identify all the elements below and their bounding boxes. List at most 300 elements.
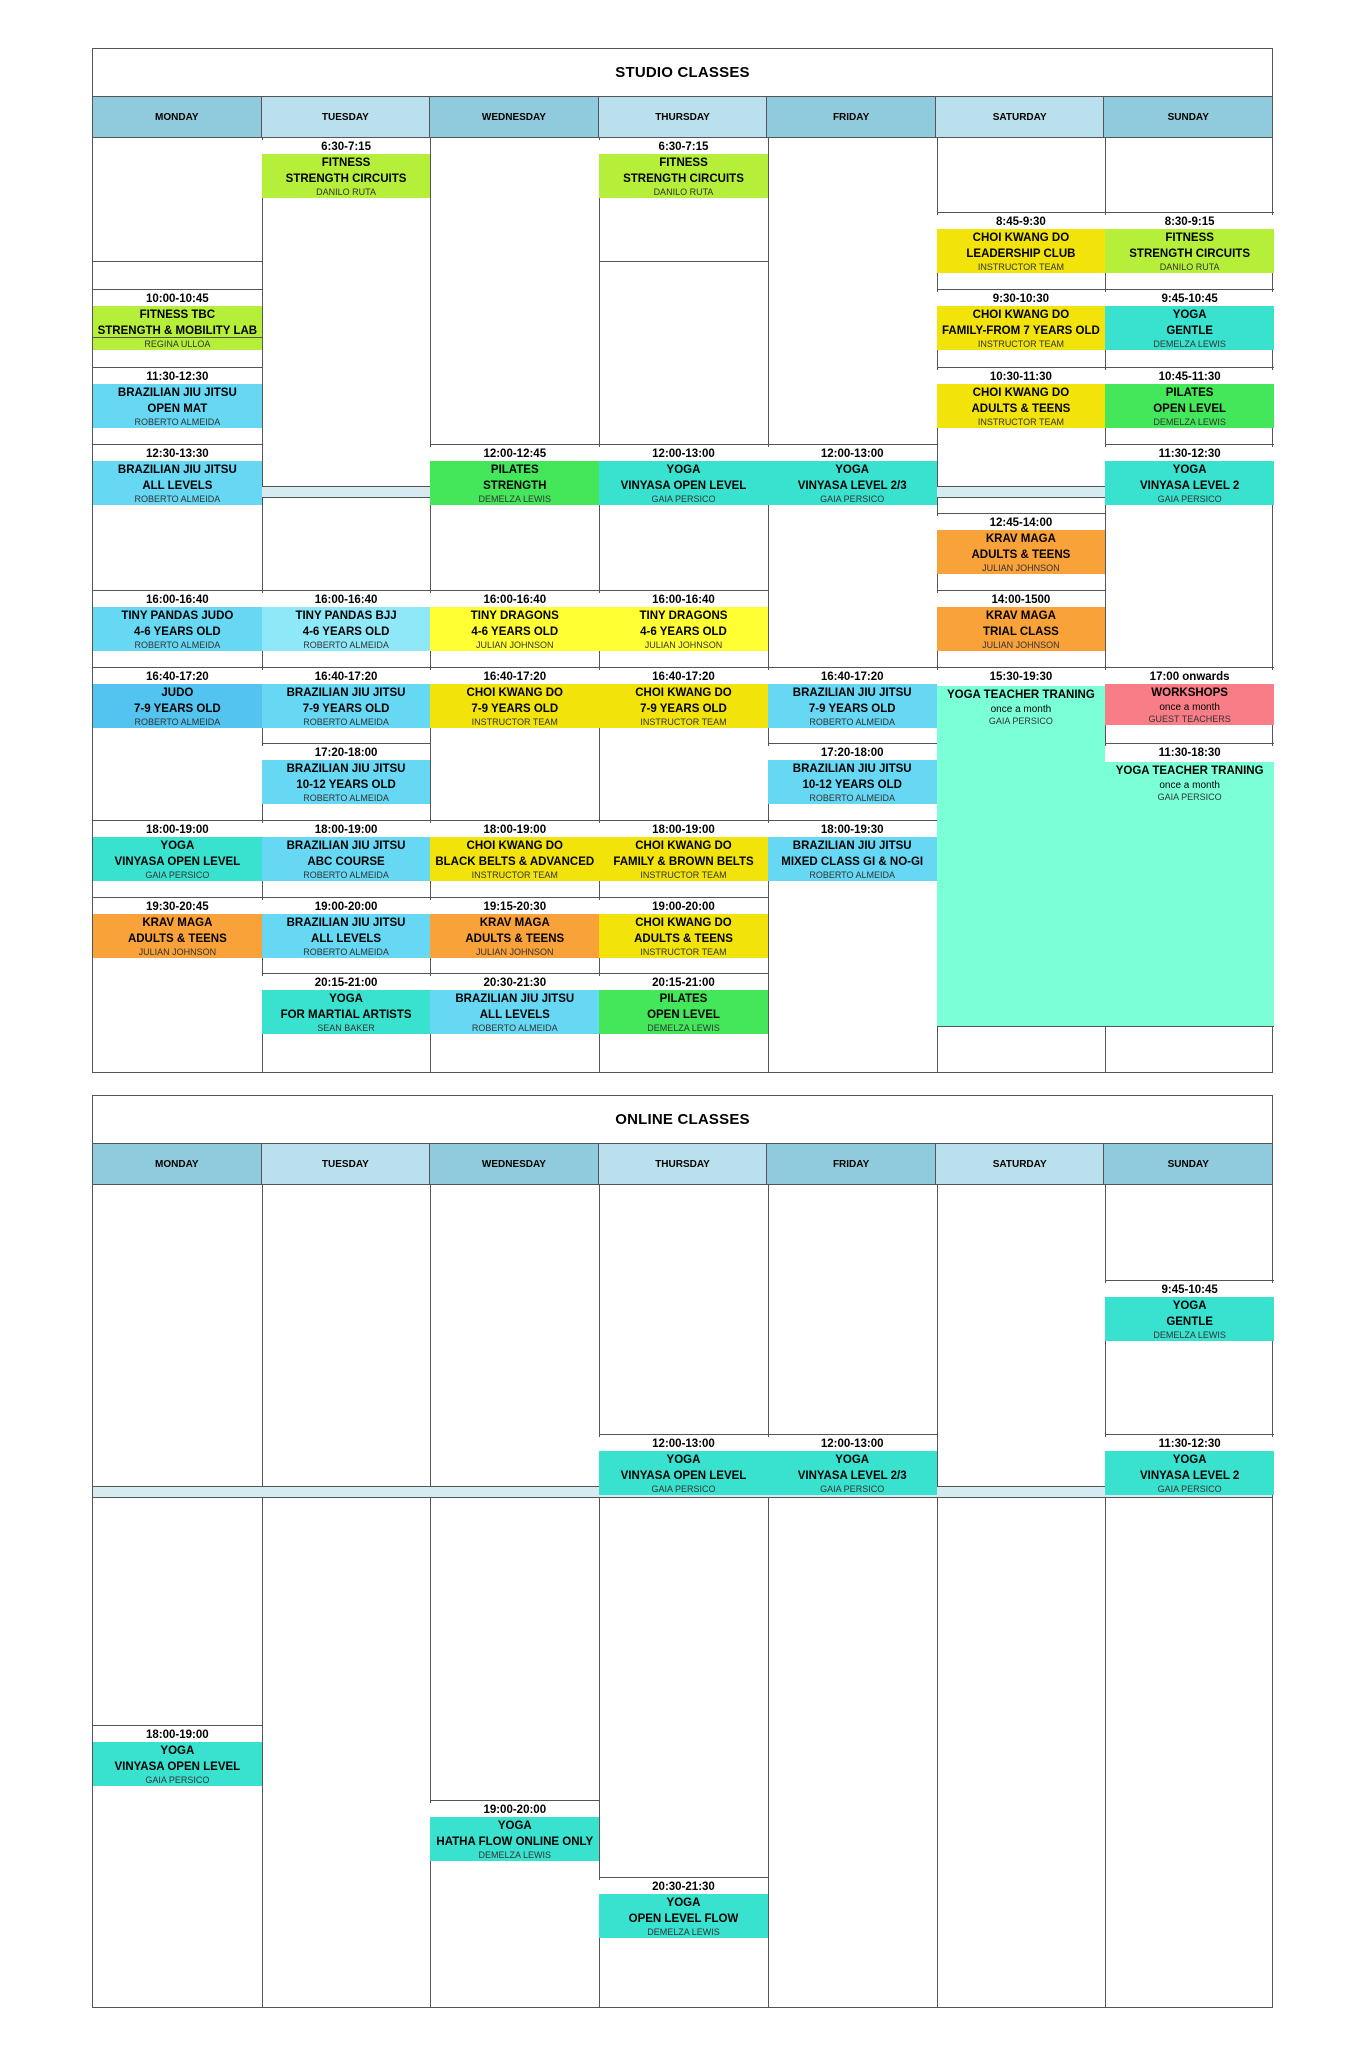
class-level: 4-6 YEARS OLD xyxy=(134,626,221,638)
class-level: 7-9 YEARS OLD xyxy=(134,703,221,715)
class-name: YOGA xyxy=(497,1820,532,1832)
class-time: 15:30-19:30 xyxy=(937,670,1106,686)
class-instructor: DANILO RUTA xyxy=(316,187,376,197)
class-card xyxy=(430,1817,599,1861)
class-level: STRENGTH CIRCUITS xyxy=(623,173,744,185)
class-slot[interactable] xyxy=(1105,289,1274,349)
class-time: 16:40-17:20 xyxy=(768,670,937,684)
class-time: 11:30-12:30 xyxy=(1105,447,1274,461)
class-name: KRAV MAGA xyxy=(142,917,213,929)
class-name: FITNESS TBC xyxy=(139,309,216,321)
class-instructor: INSTRUCTOR TEAM xyxy=(977,417,1064,427)
column-divider xyxy=(430,1185,431,2007)
class-level: STRENGTH xyxy=(483,480,547,492)
class-time: 17:00 onwards xyxy=(1105,670,1274,684)
class-card xyxy=(937,384,1106,428)
class-time: 18:00-19:00 xyxy=(262,823,431,837)
class-slot[interactable] xyxy=(262,137,431,197)
class-card xyxy=(937,229,1106,273)
class-level: VINYASA OPEN LEVEL xyxy=(114,856,241,868)
class-card xyxy=(93,306,262,350)
class-level: BLACK BELTS & ADVANCED xyxy=(435,856,595,868)
class-slot[interactable] xyxy=(937,289,1106,349)
class-time: 18:00-19:00 xyxy=(430,823,599,837)
class-card xyxy=(937,607,1106,651)
class-time: 9:45-10:45 xyxy=(1105,292,1274,306)
class-name: TINY PANDAS JUDO xyxy=(121,610,234,622)
day-header-row xyxy=(93,1144,1272,1185)
class-card xyxy=(1105,229,1274,273)
class-name: BRAZILIAN JIU JITSU xyxy=(792,763,912,775)
class-instructor: ROBERTO ALMEIDA xyxy=(303,717,389,727)
class-card xyxy=(599,990,768,1034)
class-level: 10-12 YEARS OLD xyxy=(802,779,902,791)
class-card xyxy=(599,607,768,651)
class-instructor: REGINA ULLOA xyxy=(144,339,211,349)
day-header-monday: MONDAY xyxy=(93,97,262,137)
class-instructor: GAIA PERSICO xyxy=(651,494,716,504)
class-instructor: GAIA PERSICO xyxy=(1157,1484,1222,1494)
class-time: 10:45-11:30 xyxy=(1105,370,1274,384)
class-name: CHOI KWANG DO xyxy=(466,840,564,852)
class-card xyxy=(1105,1451,1274,1495)
class-slot[interactable] xyxy=(430,590,599,650)
class-card xyxy=(1105,384,1274,428)
class-instructor: INSTRUCTOR TEAM xyxy=(977,339,1064,349)
class-instructor: ROBERTO ALMEIDA xyxy=(134,417,221,427)
class-time: 17:20-18:00 xyxy=(262,746,431,760)
class-slot[interactable] xyxy=(768,1434,937,1494)
class-time: 16:40-17:20 xyxy=(93,670,262,684)
class-note: once a month xyxy=(990,704,1052,715)
class-level: VINYASA LEVEL 2 xyxy=(1139,480,1240,492)
class-slot[interactable] xyxy=(937,212,1106,272)
class-time: 11:30-18:30 xyxy=(1105,746,1274,762)
class-note: once a month xyxy=(1159,702,1220,713)
studio-timetable xyxy=(92,48,1273,1073)
class-instructor: ROBERTO ALMEIDA xyxy=(134,494,221,504)
class-level: ADULTS & TEENS xyxy=(127,933,227,945)
class-name: YOGA TEACHER TRANING xyxy=(947,689,1095,701)
class-name: BRAZILIAN JIU JITSU xyxy=(455,993,575,1005)
class-slot[interactable] xyxy=(768,820,937,880)
class-time: 14:00-1500 xyxy=(937,593,1106,607)
class-level: 4-6 YEARS OLD xyxy=(302,626,390,638)
class-time: 20:15-21:00 xyxy=(599,976,768,990)
studio-title: STUDIO CLASSES xyxy=(93,49,1272,97)
class-name: YOGA xyxy=(1172,1454,1207,1466)
class-level: VINYASA OPEN LEVEL xyxy=(620,1470,747,1482)
day-header-monday: MONDAY xyxy=(93,1144,262,1184)
class-slot[interactable] xyxy=(262,820,431,880)
class-time: 19:15-20:30 xyxy=(430,900,599,914)
class-instructor: ROBERTO ALMEIDA xyxy=(303,870,389,880)
class-instructor: JULIAN JOHNSON xyxy=(138,947,217,957)
class-time: 20:15-21:00 xyxy=(262,976,431,990)
class-level: OPEN MAT xyxy=(147,403,208,415)
class-card xyxy=(93,461,262,505)
class-card xyxy=(599,461,768,505)
class-card xyxy=(768,837,937,881)
class-time: 18:00-19:00 xyxy=(93,1728,262,1742)
class-level: STRENGTH & MOBILITY LAB xyxy=(97,325,258,337)
class-name: BRAZILIAN JIU JITSU xyxy=(792,687,912,699)
class-level: ALL LEVELS xyxy=(311,933,382,945)
class-card xyxy=(1105,461,1274,505)
class-time: 12:30-13:30 xyxy=(93,447,262,461)
class-time: 16:40-17:20 xyxy=(262,670,431,684)
class-time: 18:00-19:30 xyxy=(768,823,937,837)
class-slot[interactable] xyxy=(937,367,1106,427)
class-slot[interactable] xyxy=(599,1877,768,1937)
class-name: YOGA xyxy=(160,1745,195,1757)
class-time: 16:00-16:40 xyxy=(430,593,599,607)
class-card xyxy=(768,684,937,728)
class-instructor: GAIA PERSICO xyxy=(988,716,1053,726)
class-name: CHOI KWANG DO xyxy=(972,232,1070,244)
class-time: 18:00-19:00 xyxy=(93,823,262,837)
class-name: YOGA xyxy=(329,993,363,1005)
day-header-saturday: SATURDAY xyxy=(936,1144,1105,1184)
class-card xyxy=(93,384,262,428)
class-slot[interactable] xyxy=(1105,1434,1274,1494)
class-card xyxy=(937,530,1106,574)
class-instructor: GAIA PERSICO xyxy=(1157,792,1222,802)
class-name: JUDO xyxy=(161,687,194,699)
class-time: 11:30-12:30 xyxy=(93,370,262,384)
class-slot[interactable] xyxy=(93,667,262,727)
class-slot[interactable] xyxy=(599,897,768,957)
cell-divider xyxy=(93,337,262,338)
class-instructor: DEMELZA LEWIS xyxy=(1153,1330,1226,1340)
class-level: 7-9 YEARS OLD xyxy=(808,703,896,715)
class-instructor: GAIA PERSICO xyxy=(820,494,885,504)
class-level: FAMILY & BROWN BELTS xyxy=(613,856,754,868)
class-slot[interactable] xyxy=(1105,743,1274,1027)
class-time: 12:00-12:45 xyxy=(430,447,599,461)
day-header-friday: FRIDAY xyxy=(767,1144,936,1184)
class-card xyxy=(93,837,262,881)
class-slot[interactable] xyxy=(599,667,768,727)
class-slot[interactable] xyxy=(1105,212,1274,272)
class-card xyxy=(262,760,431,804)
class-time: 12:00-13:00 xyxy=(599,447,768,461)
class-slot[interactable] xyxy=(93,820,262,880)
class-slot[interactable] xyxy=(937,513,1106,573)
class-name: YOGA TEACHER TRANING xyxy=(1115,765,1264,777)
class-name: FITNESS xyxy=(1165,232,1214,244)
class-instructor: INSTRUCTOR TEAM xyxy=(471,870,558,880)
class-instructor: DEMELZA LEWIS xyxy=(1153,417,1226,427)
class-instructor: ROBERTO ALMEIDA xyxy=(303,793,389,803)
class-note: once a month xyxy=(1159,780,1220,791)
day-header-row xyxy=(93,97,1272,138)
class-name: BRAZILIAN JIU JITSU xyxy=(286,763,406,775)
class-slot[interactable] xyxy=(1105,367,1274,427)
class-level: OPEN LEVEL xyxy=(647,1009,720,1021)
class-instructor: INSTRUCTOR TEAM xyxy=(640,870,727,880)
class-card xyxy=(430,684,599,728)
class-slot[interactable] xyxy=(430,973,599,1033)
class-time: 19:00-20:00 xyxy=(430,1803,599,1817)
class-slot[interactable] xyxy=(262,897,431,957)
class-time: 19:00-20:00 xyxy=(599,900,768,914)
class-instructor: INSTRUCTOR TEAM xyxy=(471,717,558,727)
day-header-thursday: THURSDAY xyxy=(599,1144,768,1184)
class-slot[interactable] xyxy=(93,590,262,650)
class-card xyxy=(262,607,431,651)
class-card xyxy=(262,684,431,728)
class-instructor: INSTRUCTOR TEAM xyxy=(977,262,1064,272)
class-name: YOGA xyxy=(1172,1300,1207,1312)
class-card xyxy=(599,914,768,958)
class-name: YOGA xyxy=(1172,309,1207,321)
class-name: TINY DRAGONS xyxy=(470,610,559,622)
class-level: OPEN LEVEL FLOW xyxy=(628,1913,739,1925)
class-time: 12:45-14:00 xyxy=(937,516,1106,530)
class-name: FITNESS xyxy=(321,157,371,169)
day-header-friday: FRIDAY xyxy=(767,97,936,137)
class-time: 16:40-17:20 xyxy=(430,670,599,684)
class-instructor: DANILO RUTA xyxy=(1159,262,1220,272)
column-divider xyxy=(768,1185,769,2007)
class-instructor: JULIAN JOHNSON xyxy=(982,640,1060,650)
class-instructor: ROBERTO ALMEIDA xyxy=(471,1023,558,1033)
class-name: CHOI KWANG DO xyxy=(635,840,732,852)
class-name: CHOI KWANG DO xyxy=(635,687,732,699)
class-card xyxy=(599,1451,768,1495)
class-name: CHOI KWANG DO xyxy=(972,309,1070,321)
class-instructor: DEMELZA LEWIS xyxy=(647,1927,720,1937)
class-slot[interactable] xyxy=(93,444,262,504)
class-card xyxy=(262,914,431,958)
class-level: MIXED CLASS GI & NO-GI xyxy=(781,856,924,868)
class-slot[interactable] xyxy=(430,667,599,727)
class-time: 16:00-16:40 xyxy=(262,593,431,607)
class-name: KRAV MAGA xyxy=(985,533,1056,545)
class-card xyxy=(1105,306,1274,350)
class-level: GENTLE xyxy=(1166,1316,1213,1328)
class-card xyxy=(430,990,599,1034)
class-name: TINY DRAGONS xyxy=(639,610,728,622)
class-level: GENTLE xyxy=(1166,325,1213,337)
class-name: BRAZILIAN JIU JITSU xyxy=(286,840,406,852)
class-slot[interactable] xyxy=(599,820,768,880)
class-level: 7-9 YEARS OLD xyxy=(640,703,727,715)
class-time: 16:00-16:40 xyxy=(93,593,262,607)
class-level: VINYASA LEVEL 2/3 xyxy=(797,1470,907,1482)
class-time: 10:00-10:45 xyxy=(93,292,262,306)
class-slot[interactable] xyxy=(937,590,1106,650)
class-slot[interactable] xyxy=(430,444,599,504)
class-slot[interactable] xyxy=(1105,667,1274,723)
day-header-tuesday: TUESDAY xyxy=(262,1144,431,1184)
class-level: FOR MARTIAL ARTISTS xyxy=(280,1009,412,1021)
class-name: BRAZILIAN JIU JITSU xyxy=(286,917,406,929)
class-slot[interactable] xyxy=(1105,1280,1274,1340)
class-name: BRAZILIAN JIU JITSU xyxy=(117,387,237,399)
class-time: 20:30-21:30 xyxy=(599,1880,768,1894)
class-card xyxy=(1105,1297,1274,1341)
class-card xyxy=(93,684,262,728)
day-header-saturday: SATURDAY xyxy=(936,97,1105,137)
class-level: VINYASA LEVEL 2 xyxy=(1139,1470,1240,1482)
class-time: 10:30-11:30 xyxy=(937,370,1106,384)
class-level: 7-9 YEARS OLD xyxy=(302,703,390,715)
class-instructor: SEAN BAKER xyxy=(317,1023,375,1033)
cell-divider xyxy=(93,261,262,262)
class-slot[interactable] xyxy=(93,367,262,427)
class-instructor: ROBERTO ALMEIDA xyxy=(134,717,221,727)
class-card xyxy=(93,914,262,958)
class-level: ABC COURSE xyxy=(307,856,385,868)
class-slot[interactable] xyxy=(262,973,431,1033)
class-instructor: GUEST TEACHERS xyxy=(1148,714,1231,724)
class-slot[interactable] xyxy=(768,667,937,727)
class-level: VINYASA LEVEL 2/3 xyxy=(797,480,907,492)
class-slot[interactable] xyxy=(430,820,599,880)
class-level: LEADERSHIP CLUB xyxy=(966,248,1076,260)
class-instructor: ROBERTO ALMEIDA xyxy=(303,640,389,650)
class-name: YOGA xyxy=(666,464,701,476)
class-level: ADULTS & TEENS xyxy=(971,549,1071,561)
class-card xyxy=(1105,762,1274,1026)
class-slot[interactable] xyxy=(937,667,1106,1027)
class-name: CHOI KWANG DO xyxy=(972,387,1070,399)
class-card xyxy=(430,914,599,958)
class-name: YOGA xyxy=(160,840,195,852)
class-card xyxy=(262,990,431,1034)
class-instructor: INSTRUCTOR TEAM xyxy=(640,717,727,727)
class-slot[interactable] xyxy=(93,897,262,957)
class-time: 9:45-10:45 xyxy=(1105,1283,1274,1297)
class-name: KRAV MAGA xyxy=(479,917,550,929)
class-level: OPEN LEVEL xyxy=(1153,403,1227,415)
class-slot[interactable] xyxy=(599,590,768,650)
class-slot[interactable] xyxy=(430,1800,599,1860)
class-slot[interactable] xyxy=(93,1725,262,1785)
class-time: 20:30-21:30 xyxy=(430,976,599,990)
class-name: CHOI KWANG DO xyxy=(466,687,564,699)
class-card xyxy=(430,607,599,651)
class-instructor: DEMELZA LEWIS xyxy=(1153,339,1226,349)
class-card xyxy=(599,154,768,198)
class-level: VINYASA OPEN LEVEL xyxy=(620,480,747,492)
day-header-sunday: SUNDAY xyxy=(1104,97,1272,137)
class-instructor: ROBERTO ALMEIDA xyxy=(809,793,896,803)
class-slot[interactable] xyxy=(599,1434,768,1494)
class-instructor: JULIAN JOHNSON xyxy=(476,640,554,650)
cell-divider xyxy=(599,261,768,262)
class-instructor: DANILO RUTA xyxy=(653,187,714,197)
class-card xyxy=(768,760,937,804)
class-card xyxy=(937,306,1106,350)
class-card xyxy=(93,1742,262,1786)
class-name: YOGA xyxy=(835,1454,870,1466)
class-card xyxy=(768,461,937,505)
class-slot[interactable] xyxy=(1105,444,1274,504)
class-time: 8:45-9:30 xyxy=(937,215,1106,229)
class-time: 12:00-13:00 xyxy=(768,1437,937,1451)
class-time: 16:40-17:20 xyxy=(599,670,768,684)
class-name: BRAZILIAN JIU JITSU xyxy=(117,464,237,476)
class-name: CHOI KWANG DO xyxy=(635,917,732,929)
class-slot[interactable] xyxy=(430,897,599,957)
class-level: ADULTS & TEENS xyxy=(971,403,1071,415)
class-level: HATHA FLOW ONLINE ONLY xyxy=(436,1836,594,1848)
class-card xyxy=(93,607,262,651)
class-instructor: GAIA PERSICO xyxy=(145,870,210,880)
class-level: FAMILY-FROM 7 YEARS OLD xyxy=(942,325,1100,337)
class-slot[interactable] xyxy=(599,444,768,504)
class-instructor: DEMELZA LEWIS xyxy=(647,1023,720,1033)
class-name: TINY PANDAS BJJ xyxy=(295,610,397,622)
class-time: 11:30-12:30 xyxy=(1105,1437,1274,1451)
class-name: YOGA xyxy=(666,1454,701,1466)
class-name: PILATES xyxy=(659,993,708,1005)
class-time: 19:30-20:45 xyxy=(93,900,262,914)
class-name: BRAZILIAN JIU JITSU xyxy=(286,687,406,699)
class-level: 7-9 YEARS OLD xyxy=(471,703,559,715)
class-instructor: GAIA PERSICO xyxy=(1157,494,1222,504)
class-instructor: INSTRUCTOR TEAM xyxy=(640,947,727,957)
class-instructor: ROBERTO ALMEIDA xyxy=(809,870,896,880)
class-name: FITNESS xyxy=(659,157,708,169)
online-timetable xyxy=(92,1095,1273,2008)
class-level: STRENGTH CIRCUITS xyxy=(1129,248,1250,260)
day-header-thursday: THURSDAY xyxy=(599,97,768,137)
class-name: BRAZILIAN JIU JITSU xyxy=(792,840,912,852)
class-name: WORKSHOPS xyxy=(1151,687,1228,699)
class-slot[interactable] xyxy=(599,973,768,1033)
class-card xyxy=(262,154,431,198)
day-header-wednesday: WEDNESDAY xyxy=(430,97,599,137)
class-level: 4-6 YEARS OLD xyxy=(640,626,727,638)
class-instructor: GAIA PERSICO xyxy=(145,1775,210,1785)
class-slot[interactable] xyxy=(768,743,937,803)
class-card xyxy=(599,684,768,728)
class-instructor: GAIA PERSICO xyxy=(820,1484,885,1494)
class-name: YOGA xyxy=(1172,464,1207,476)
class-instructor: ROBERTO ALMEIDA xyxy=(134,640,221,650)
class-time: 9:30-10:30 xyxy=(937,292,1106,306)
class-instructor: GAIA PERSICO xyxy=(651,1484,716,1494)
class-time: 19:00-20:00 xyxy=(262,900,431,914)
class-card xyxy=(599,1894,768,1938)
class-card xyxy=(430,837,599,881)
online-title: ONLINE CLASSES xyxy=(93,1096,1272,1144)
class-level: ALL LEVELS xyxy=(142,480,213,492)
class-slot[interactable] xyxy=(768,444,937,504)
class-name: PILATES xyxy=(490,464,539,476)
class-instructor: JULIAN JOHNSON xyxy=(476,947,554,957)
day-header-tuesday: TUESDAY xyxy=(262,97,431,137)
class-time: 6:30-7:15 xyxy=(262,140,431,154)
class-slot[interactable] xyxy=(262,743,431,803)
class-instructor: JULIAN JOHNSON xyxy=(644,640,723,650)
class-instructor: DEMELZA LEWIS xyxy=(478,1850,552,1860)
class-time: 6:30-7:15 xyxy=(599,140,768,154)
class-card xyxy=(430,461,599,505)
class-name: YOGA xyxy=(666,1897,701,1909)
class-level: VINYASA OPEN LEVEL xyxy=(114,1761,241,1773)
class-instructor: ROBERTO ALMEIDA xyxy=(303,947,389,957)
class-slot[interactable] xyxy=(262,590,431,650)
class-level: ADULTS & TEENS xyxy=(465,933,565,945)
class-level: 4-6 YEARS OLD xyxy=(471,626,559,638)
class-slot[interactable] xyxy=(599,137,768,197)
class-slot[interactable] xyxy=(262,667,431,727)
